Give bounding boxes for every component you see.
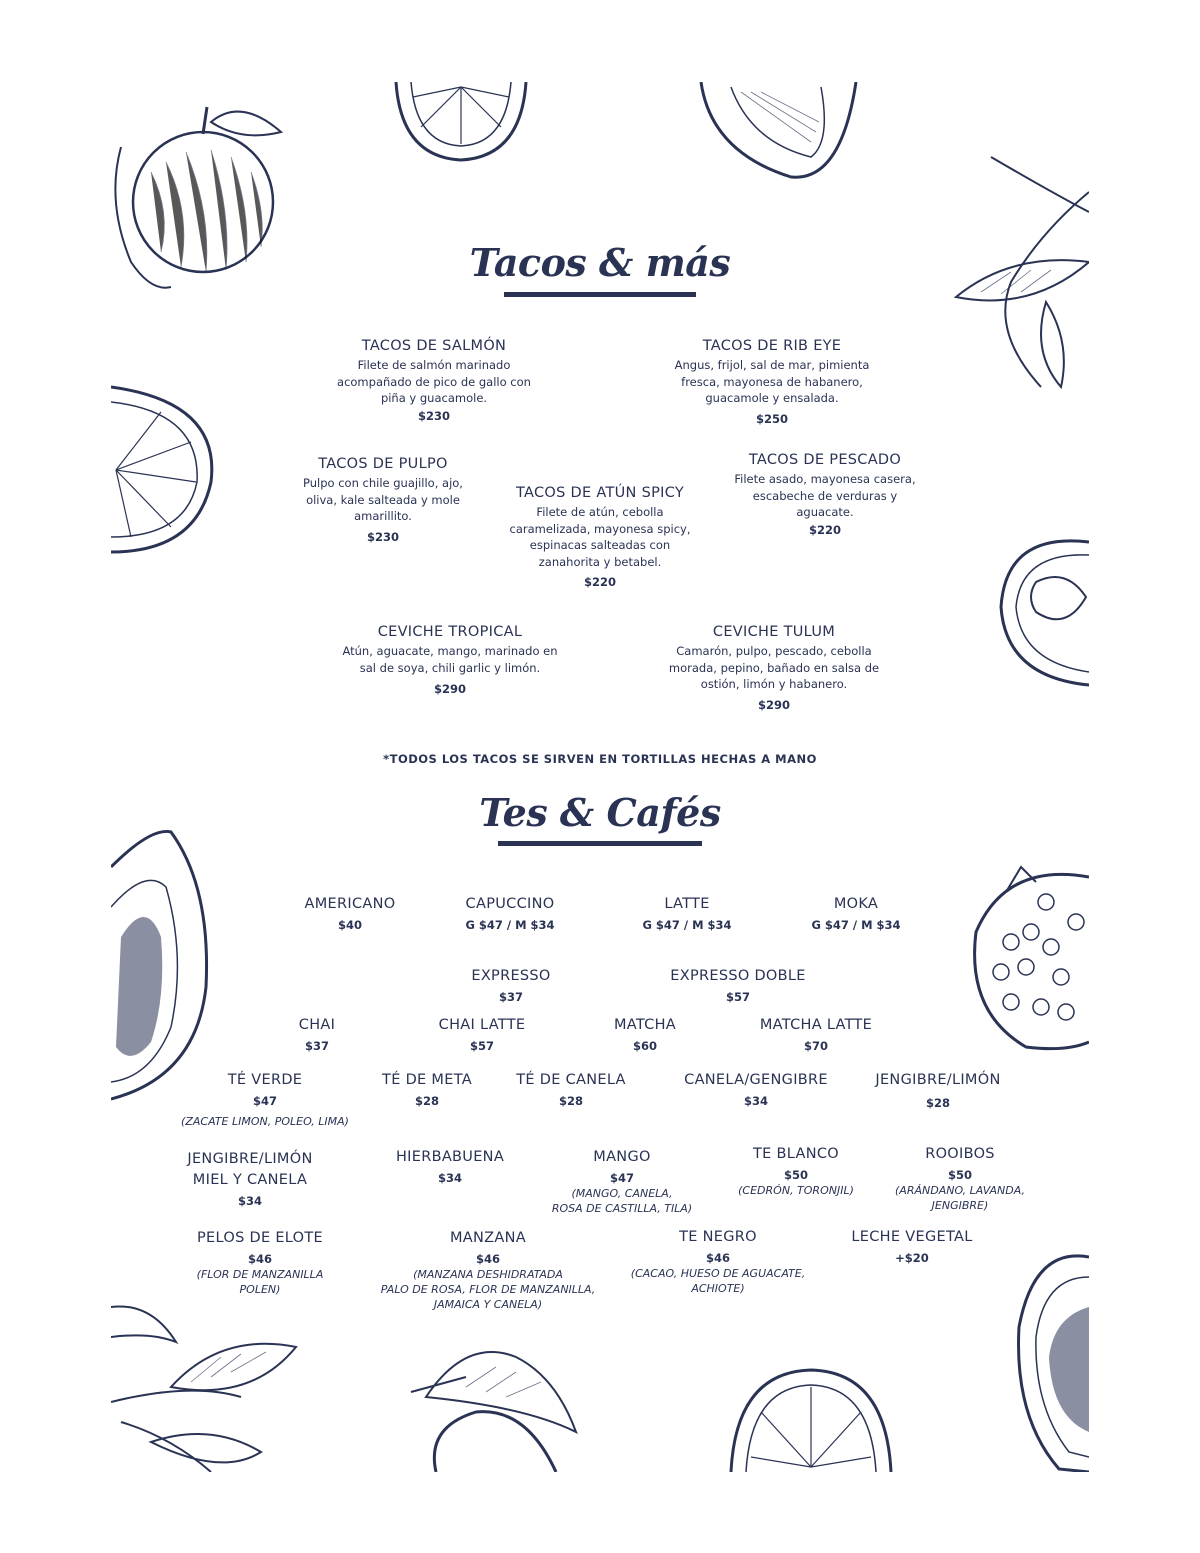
dish-tacos-de-pulpo	[276, 454, 490, 544]
drink-te-verde: TÉ VERDE $47 (ZACATE LIMON, POLEO, LIMA)	[181, 1072, 349, 1128]
dish-price: $230	[366, 529, 399, 544]
dish-ceviche-tropical	[330, 622, 570, 696]
dish-price: $290	[433, 682, 466, 696]
dish-description: Camarón, pulpo, pescado, cebolla morada, pepino, bañado en salsa de ostión, limón y habanero.	[668, 644, 880, 691]
drink-expresso-doble: EXPRESSO DOBLE $57	[670, 968, 806, 1004]
drink-chai: CHAI $37	[298, 1017, 336, 1053]
drink-te-negro: TE NEGRO $46 (CACAO, HUESO DE AGUACATE, ACHIOTE)	[630, 1229, 806, 1295]
drink-canela-gengibre: CANELA/GENGIBRE $34	[684, 1072, 828, 1108]
papaya-icon	[1014, 1247, 1089, 1472]
drink-expresso: EXPRESSO $37	[471, 968, 551, 1004]
dish-description: Pulpo con chile guajillo, ajo, oliva, kale salteada y mole amarillito.	[303, 476, 463, 523]
orange-slice-icon	[726, 1367, 896, 1472]
drink-mango: MANGO $47 (MANGO, CANELA, ROSA DE CASTILLA, TILA)	[551, 1149, 693, 1215]
dish-price: $250	[755, 411, 788, 426]
dish-price: $230	[417, 408, 450, 423]
dish-description: Atún, aguacate, mango, marinado en sal de soya, chili garlic y limón.	[342, 644, 558, 675]
dish-name: CEVICHE TULUM	[712, 624, 836, 640]
title-underline	[498, 841, 702, 846]
tacos-footnote: *TODOS LOS TACOS SE SIRVEN EN TORTILLAS HECHAS A MANO	[383, 752, 817, 766]
dish-price: $290	[757, 697, 790, 712]
drink-te-blanco: TE BLANCO $50 (CEDRÓN, TORONJIL)	[738, 1146, 854, 1197]
drink-hierbabuena: HIERBABUENA $34	[395, 1149, 505, 1185]
drink-te-de-canela: TÉ DE CANELA $28	[516, 1072, 626, 1108]
drink-leche-vegetal: LECHE VEGETAL +$20	[851, 1229, 973, 1265]
dish-price: $220	[808, 522, 841, 537]
dish-description: Filete asado, mayonesa casera, escabeche de verduras y aguacate.	[734, 472, 916, 519]
dish-description: Angus, frijol, sal de mar, pimienta fresca, mayonesa de habanero, guacamole y ensalada.	[674, 358, 870, 405]
drink-matcha-latte: MATCHA LATTE $70	[759, 1017, 873, 1053]
drinks-section-title: Tes & Cafés	[479, 790, 721, 835]
drink-rooibos: ROOIBOS $50 (ARÁNDANO, LAVANDA, JENGIBRE)	[895, 1146, 1025, 1212]
orange-slice-icon	[391, 82, 531, 162]
tacos-section-title: Tacos & más	[469, 240, 731, 285]
pomegranate-icon	[966, 862, 1089, 1052]
dish-tacos-de-rib-eye	[660, 336, 884, 426]
papaya-icon	[111, 827, 211, 1102]
drink-manzana: MANZANA $46 (MANZANA DESHIDRATADA PALO DE ROSA, FLOR DE MANZANILLA, JAMAICA Y CANELA)	[380, 1230, 596, 1311]
dish-name: TACOS DE PESCADO	[748, 452, 902, 468]
dish-name: TACOS DE PULPO	[318, 456, 448, 472]
citrus-slice-icon	[111, 382, 221, 557]
dish-tacos-de-pescado	[712, 450, 938, 537]
drink-chai-latte: CHAI LATTE $57	[438, 1017, 526, 1053]
avocado-icon	[691, 82, 861, 182]
dish-ceviche-tulum	[652, 622, 896, 712]
dish-tacos-de-salmon	[322, 336, 546, 423]
dish-name: CEVICHE TROPICAL	[377, 624, 523, 640]
dish-name: TACOS DE SALMÓN	[361, 338, 507, 354]
drink-matcha: MATCHA $60	[613, 1017, 677, 1053]
dish-name: TACOS DE RIB EYE	[702, 338, 842, 354]
drink-americano: AMERICANO $40	[304, 896, 396, 932]
drink-capuccino: CAPUCCINO G $47 / M $34	[465, 896, 555, 932]
drink-jengibre-limon-miel-canela: JENGIBRE/LIMÓN MIEL Y CANELA $34	[187, 1151, 313, 1208]
dish-tacos-de-atun-spicy	[486, 483, 714, 589]
drink-pelos-de-elote: PELOS DE ELOTE $46 (FLOR DE MANZANILLA POLEN)	[196, 1230, 324, 1296]
dish-name: TACOS DE ATÚN SPICY	[515, 485, 685, 501]
drink-jengibre-limon: JENGIBRE/LIMÓN $28	[875, 1072, 1001, 1110]
drink-moka: MOKA G $47 / M $34	[811, 896, 901, 932]
dish-description: Filete de atún, cebolla caramelizada, mayonesa spicy, espinacas salteadas con zanahorita y betabel.	[509, 505, 691, 569]
mango-icon	[406, 1337, 581, 1472]
drink-latte: LATTE G $47 / M $34	[642, 896, 732, 932]
drink-te-de-meta: TÉ DE META $28	[382, 1072, 472, 1108]
title-underline	[504, 292, 696, 297]
avocado-icon	[996, 537, 1089, 687]
dish-description: Filete de salmón marinado acompañado de pico de gallo con piña y guacamole.	[337, 358, 531, 405]
leaf-branch-icon	[111, 1302, 306, 1472]
dish-price: $220	[583, 575, 616, 589]
